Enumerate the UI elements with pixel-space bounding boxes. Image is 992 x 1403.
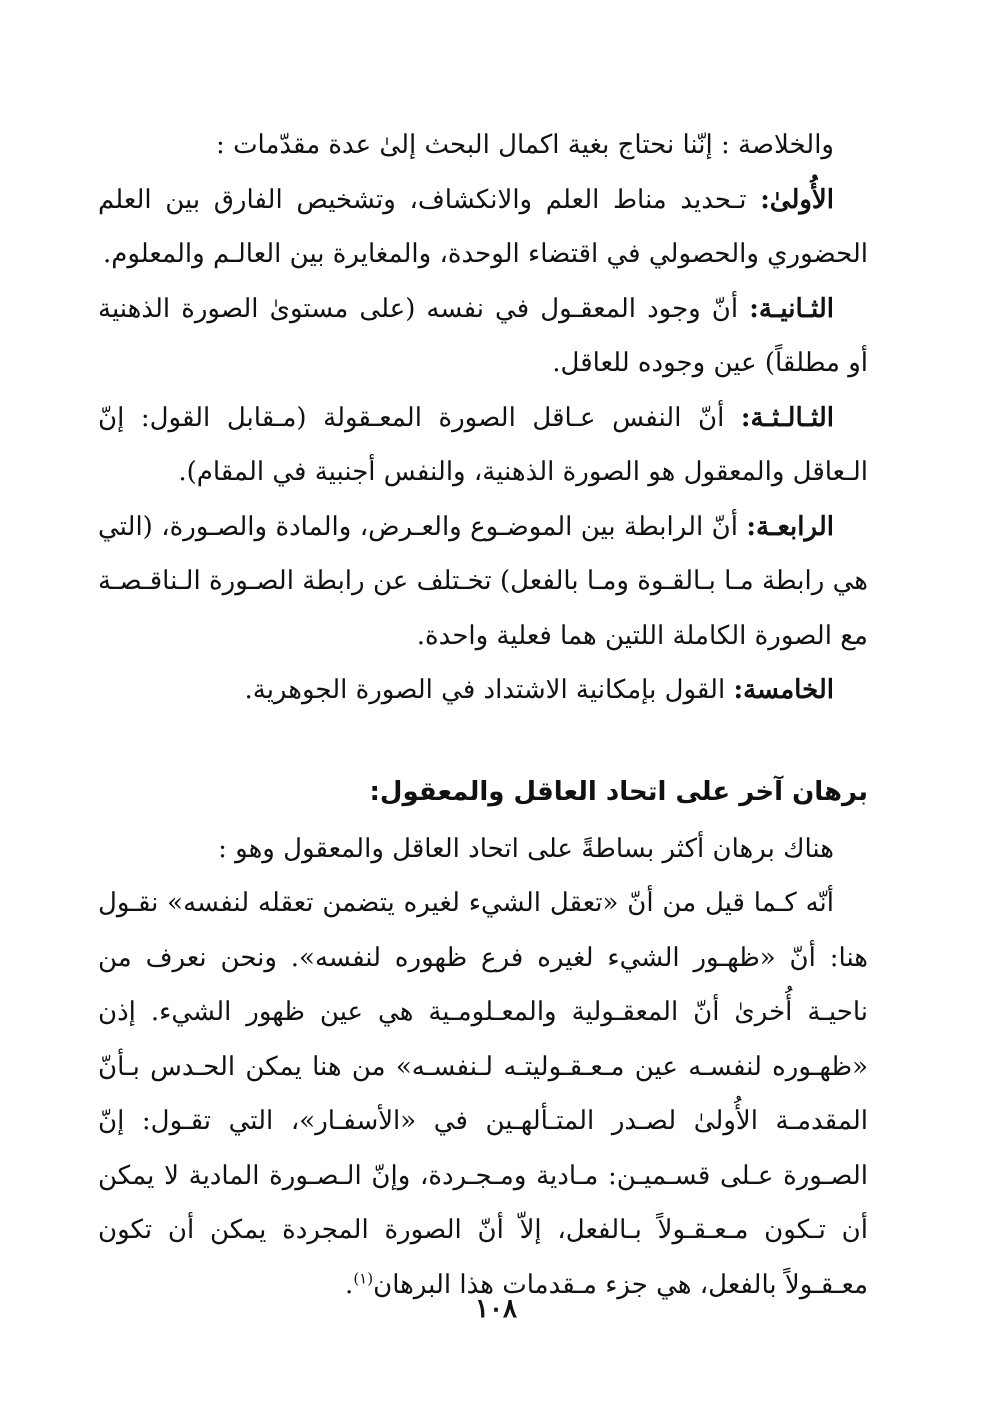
summary-paragraph: والخلاصة : إنّنا نحتاج بغية اكمال البحث إلىٰ عدة مقدّمات : (216, 130, 834, 160)
premise-second-text: أنّ وجود المعقـول في نفسه (على مستوىٰ الصورة الذهنية أو مطلقاً) عين وجوده للعاقل. (98, 293, 868, 378)
premise-first-lead: الأُولىٰ: (760, 184, 834, 215)
premise-second-lead: الثـانيـة: (749, 293, 834, 324)
section-body (98, 876, 868, 1312)
premise-second (98, 282, 868, 391)
premise-third-lead: الثـالـثـة: (740, 402, 834, 433)
premise-third-text: أنّ النفس عـاقل الصورة المعـقولة (مـقابل القول: إنّ الـعاقل والمعقول هو الصورة الذهنية، والنفس أجنبية في المقام). (98, 402, 868, 487)
premise-third (98, 391, 868, 500)
premise-fourth-lead: الرابعـة: (746, 511, 834, 542)
premise-fourth (98, 500, 868, 664)
premise-fifth-text: القول بإمكانية الاشتداد في الصورة الجوهرية. (244, 675, 734, 705)
section-heading: برهان آخر على اتحاد العاقل والمعقول: (369, 776, 868, 807)
section-spacer (98, 718, 868, 762)
premise-fifth-lead: الخامسة: (733, 675, 834, 705)
section-body-text: أنّه كـما قيل من أنّ «تعقل الشيء لغيره يتضمن تعقله لنفسه» نقـول هنا: أنّ «ظهـور الشيء لغيره فرع ظهوره لنفسه». ونحن نعرف من ناحيـة أُخرىٰ أنّ المعقـولية والمعـلومـية هي عين ظهور الشيء. إذن «ظهـوره لنفسـه عين مـعـقـوليتـه لـنفسـه» من هنا يمكن الحـدس بـأنّ المقدمـة الأُولىٰ لصـدر المتـألهـين في «الأسفـار»، التي تقـول: إنّ الصـورة عـلى قسـميـن: مـادية ومـجـردة، وإنّ الـصـورة المادية لا يمكن أن تـكون مـعـقـولاً بـالفعل، إلاّ أنّ الصورة المجردة يمكن أن تكون معـقـولاً بالفعل، هي جزء مـقدمات هذا البرهان (98, 888, 868, 1300)
premise-fifth (98, 663, 868, 718)
section-intro: هناك برهان أكثر بساطةً على اتحاد العاقل والمعقول وهو : (218, 833, 834, 864)
premise-fourth-text: أنّ الرابطة بين الموضـوع والعـرض، والمادة والصـورة، (التي هي رابطة مـا بـالقـوة ومـا بالفعل) تخـتلف عن رابطة الصـورة الـناقـصـة مع الصورة الكاملة اللتين هما فعلية واحدة. (98, 511, 868, 651)
section-body-ending: . (345, 1269, 354, 1300)
footnote-marker: (١) (353, 1268, 374, 1287)
premise-first (98, 173, 868, 282)
page-content (98, 118, 868, 1312)
page-number: ١٠٨ (475, 1294, 517, 1324)
premise-first-text: تـحديد مناط العلم والانكشاف، وتشخيص الفارق بين العلم الحضوري والحصولي في اقتضاء الوحدة، والمغايرة بين العالـم والمعلوم. (98, 184, 868, 269)
